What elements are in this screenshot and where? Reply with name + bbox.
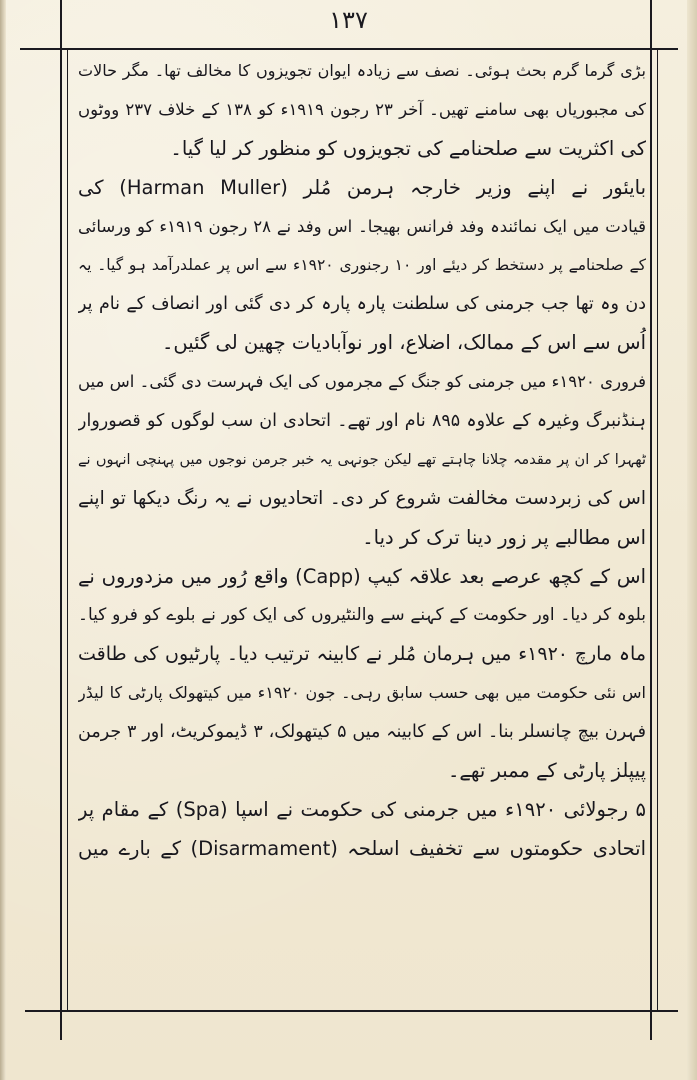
text-line: بلوہ کر دیا۔ اور حکومت کے کہنے سے والنٹیروں کی ایک کور نے بلوے کو فرو کیا۔ — [78, 605, 646, 626]
text-line: فہرن بیچ چانسلر بنا۔ اس کے کابینہ میں ۵ کیتھولک، ۳ ڈیموکریٹ، اور ۳ جرمن — [78, 722, 646, 743]
text-line: پیپلز پارٹی کے ممبر تھے۔ — [447, 759, 646, 783]
text-line: کے صلحنامے پر دستخط کر دیئے اور ۱۰ رجنوری ۱۹۲۰ء سے اس پر عملدرآمد ہو گیا۔ یہ — [78, 256, 646, 275]
text-line: اس کے کچھ عرصے بعد علاقہ کیپ (Capp) واقع رُور میں مزدوروں نے — [78, 564, 646, 588]
text-line: دن وہ تھا جب جرمنی کی سلطنت پارہ پارہ کر دی گئی اور انصاف کے نام پر — [78, 294, 646, 315]
text-line: اُس سے اس کے ممالک، اضلاع، اور نوآبادیات چھین لی گئیں۔ — [161, 331, 646, 355]
text-line: فروری ۱۹۲۰ء میں جرمنی کو جنگ کے مجرموں کی ایک فہرست دی گئی۔ اس میں — [78, 372, 646, 392]
text-line: قیادت میں ایک نمائندہ وفد فرانس بھیجا۔ اس وفد نے ۲۸ رجون ۱۹۱۹ء کو ورسائی — [78, 216, 646, 236]
text-line: ٹھہرا کر ان پر مقدمہ چلانا چاہتے تھے لیکن جونہی یہ خبر جرمن نوجوں میں پہنچی انہوں نے — [78, 451, 646, 468]
text-line: ماہ مارچ ۱۹۲۰ء میں ہرمان مُلر نے کابینہ ترتیب دیا۔ پارٹیوں کی طاقت — [78, 643, 646, 666]
text-line: کی اکثریت سے صلحنامے کی تجویزوں کو منظور کر لیا گیا۔ — [170, 136, 646, 160]
text-line: اس کی زبردست مخالفت شروع کر دی۔ اتحادیوں نے یہ رنگ دیکھا تو اپنے — [78, 487, 646, 509]
page-left-edge-shadow — [0, 0, 6, 1080]
page-number: ۱۳۷ — [329, 6, 368, 34]
text-line: ۵ رجولائی ۱۹۲۰ء میں جرمنی کی حکومت نے اسپا (Spa) کے مقام پر — [78, 797, 646, 821]
top-border-rule — [20, 48, 678, 50]
text-line: ہنڈنبرگ وغیرہ کے علاوہ ۸۹۵ نام اور تھے۔ اتحادی ان سب لوگوں کو قصوروار — [78, 411, 646, 432]
page-right-edge-shadow — [687, 0, 697, 1080]
text-line: کی مجبوریاں بھی سامنے تھیں۔ آخر ۲۳ رجون ۱۹۱۹ء کو ۱۳۸ کے خلاف ۲۳۷ ووٹوں — [78, 99, 646, 119]
handwritten-text-body — [78, 52, 646, 869]
left-margin-rule — [60, 0, 62, 1040]
text-line: بڑی گرما گرم بحث ہوئی۔ نصف سے زیادہ ایوان تجویزوں کا مخالف تھا۔ مگر حالات — [78, 61, 646, 80]
text-line: بایئور نے اپنے وزیر خارجہ ہرمن مُلر (Harman Muller) کی — [78, 175, 646, 199]
text-line: اس مطالبے پر زور دینا ترک کر دیا۔ — [362, 525, 646, 549]
left-margin-rule-inner — [67, 48, 68, 1012]
bottom-border-rule — [25, 1010, 678, 1012]
right-margin-rule-inner — [657, 48, 658, 1012]
text-line: اس نئی حکومت میں بھی حسب سابق رہی۔ جون ۱۹۲۰ء میں کیتھولک پارٹی کا لیڈر — [78, 683, 646, 703]
text-line: اتحادی حکومتوں سے تخفیف اسلحہ (Disarmament) کے بارے میں — [78, 836, 646, 860]
right-margin-rule — [650, 0, 652, 1040]
